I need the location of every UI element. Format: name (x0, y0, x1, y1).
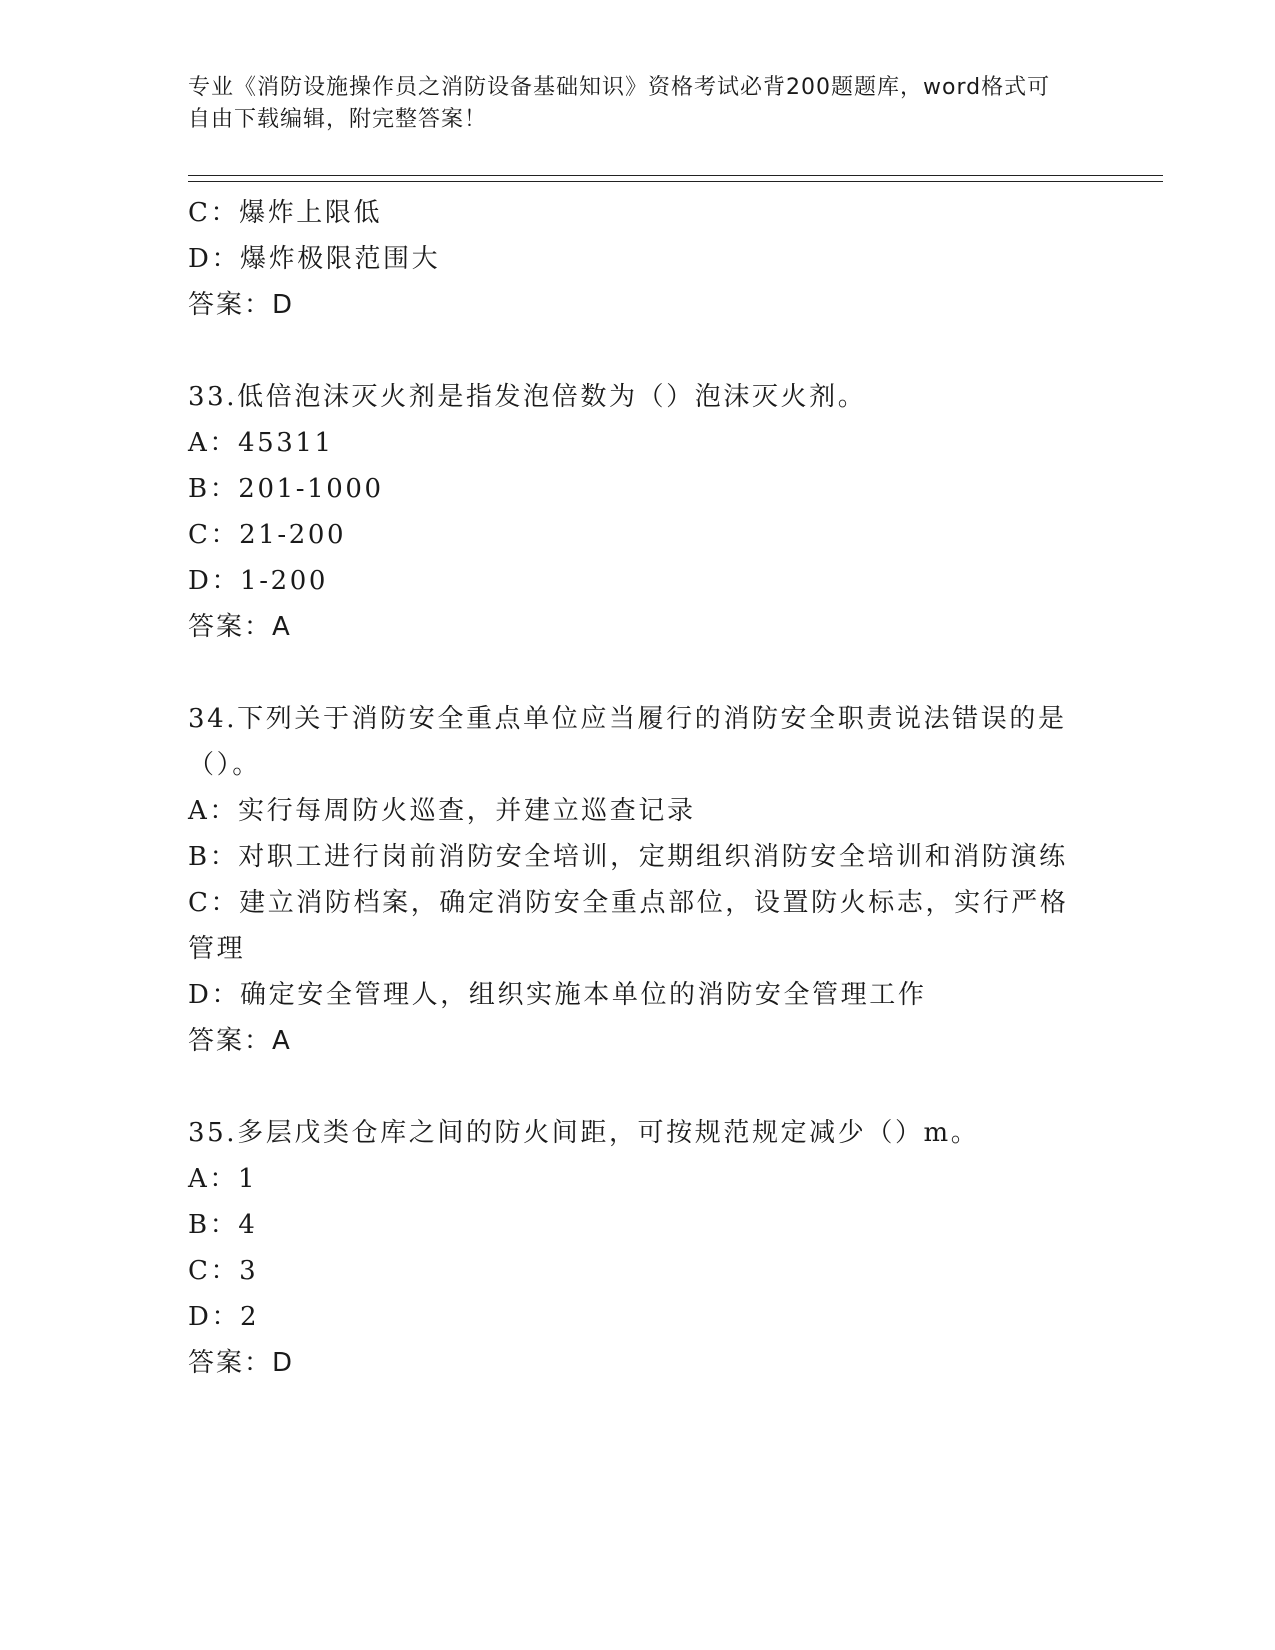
header-rule-top (188, 175, 1163, 176)
question-33 (188, 374, 1088, 650)
option-a: A：1 (188, 1164, 258, 1194)
question-stem: 34.下列关于消防安全重点单位应当履行的消防安全职责说法错误的是（）。 (188, 704, 1067, 780)
question-stem: 35.多层戊类仓库之间的防火间距，可按规范规定减少（）m。 (188, 1118, 980, 1148)
page-header: 专业《消防设施操作员之消防设备基础知识》资格考试必背200题题库，word格式可自由下载编辑，附完整答案！ (188, 75, 1051, 132)
answer-line: 答案：A (188, 612, 292, 642)
header-rule-bottom (188, 181, 1163, 182)
option-d: D：1-200 (188, 566, 328, 596)
answer-line: 答案：D (188, 1348, 295, 1378)
prev-question-tail (188, 190, 1088, 328)
option-a: A：45311 (188, 428, 334, 458)
option-b: B：4 (188, 1210, 258, 1240)
option-d: D：2 (188, 1302, 260, 1332)
option-c: C：21-200 (188, 520, 347, 550)
option-c: C：建立消防档案，确定消防安全重点部位，设置防火标志，实行严格管理 (188, 888, 1069, 964)
question-list (188, 190, 1088, 1386)
spacer (188, 650, 1088, 696)
option-c: C：3 (188, 1256, 259, 1286)
question-stem: 33.低倍泡沫灭火剂是指发泡倍数为（）泡沫灭火剂。 (188, 382, 867, 412)
option-b: B：对职工进行岗前消防安全培训，定期组织消防安全培训和消防演练 (188, 842, 1068, 872)
answer-line: 答案：A (188, 1026, 292, 1056)
answer-line: 答案：D (188, 290, 295, 320)
question-35 (188, 1110, 1088, 1386)
option-c: C：爆炸上限低 (188, 198, 383, 228)
question-34 (188, 696, 1088, 1064)
option-a: A：实行每周防火巡查，并建立巡查记录 (188, 796, 696, 826)
spacer (188, 328, 1088, 374)
option-d: D：确定安全管理人，组织实施本单位的消防安全管理工作 (188, 980, 927, 1010)
option-b: B：201-1000 (188, 474, 384, 504)
spacer (188, 1064, 1088, 1110)
option-d: D：爆炸极限范围大 (188, 244, 441, 274)
